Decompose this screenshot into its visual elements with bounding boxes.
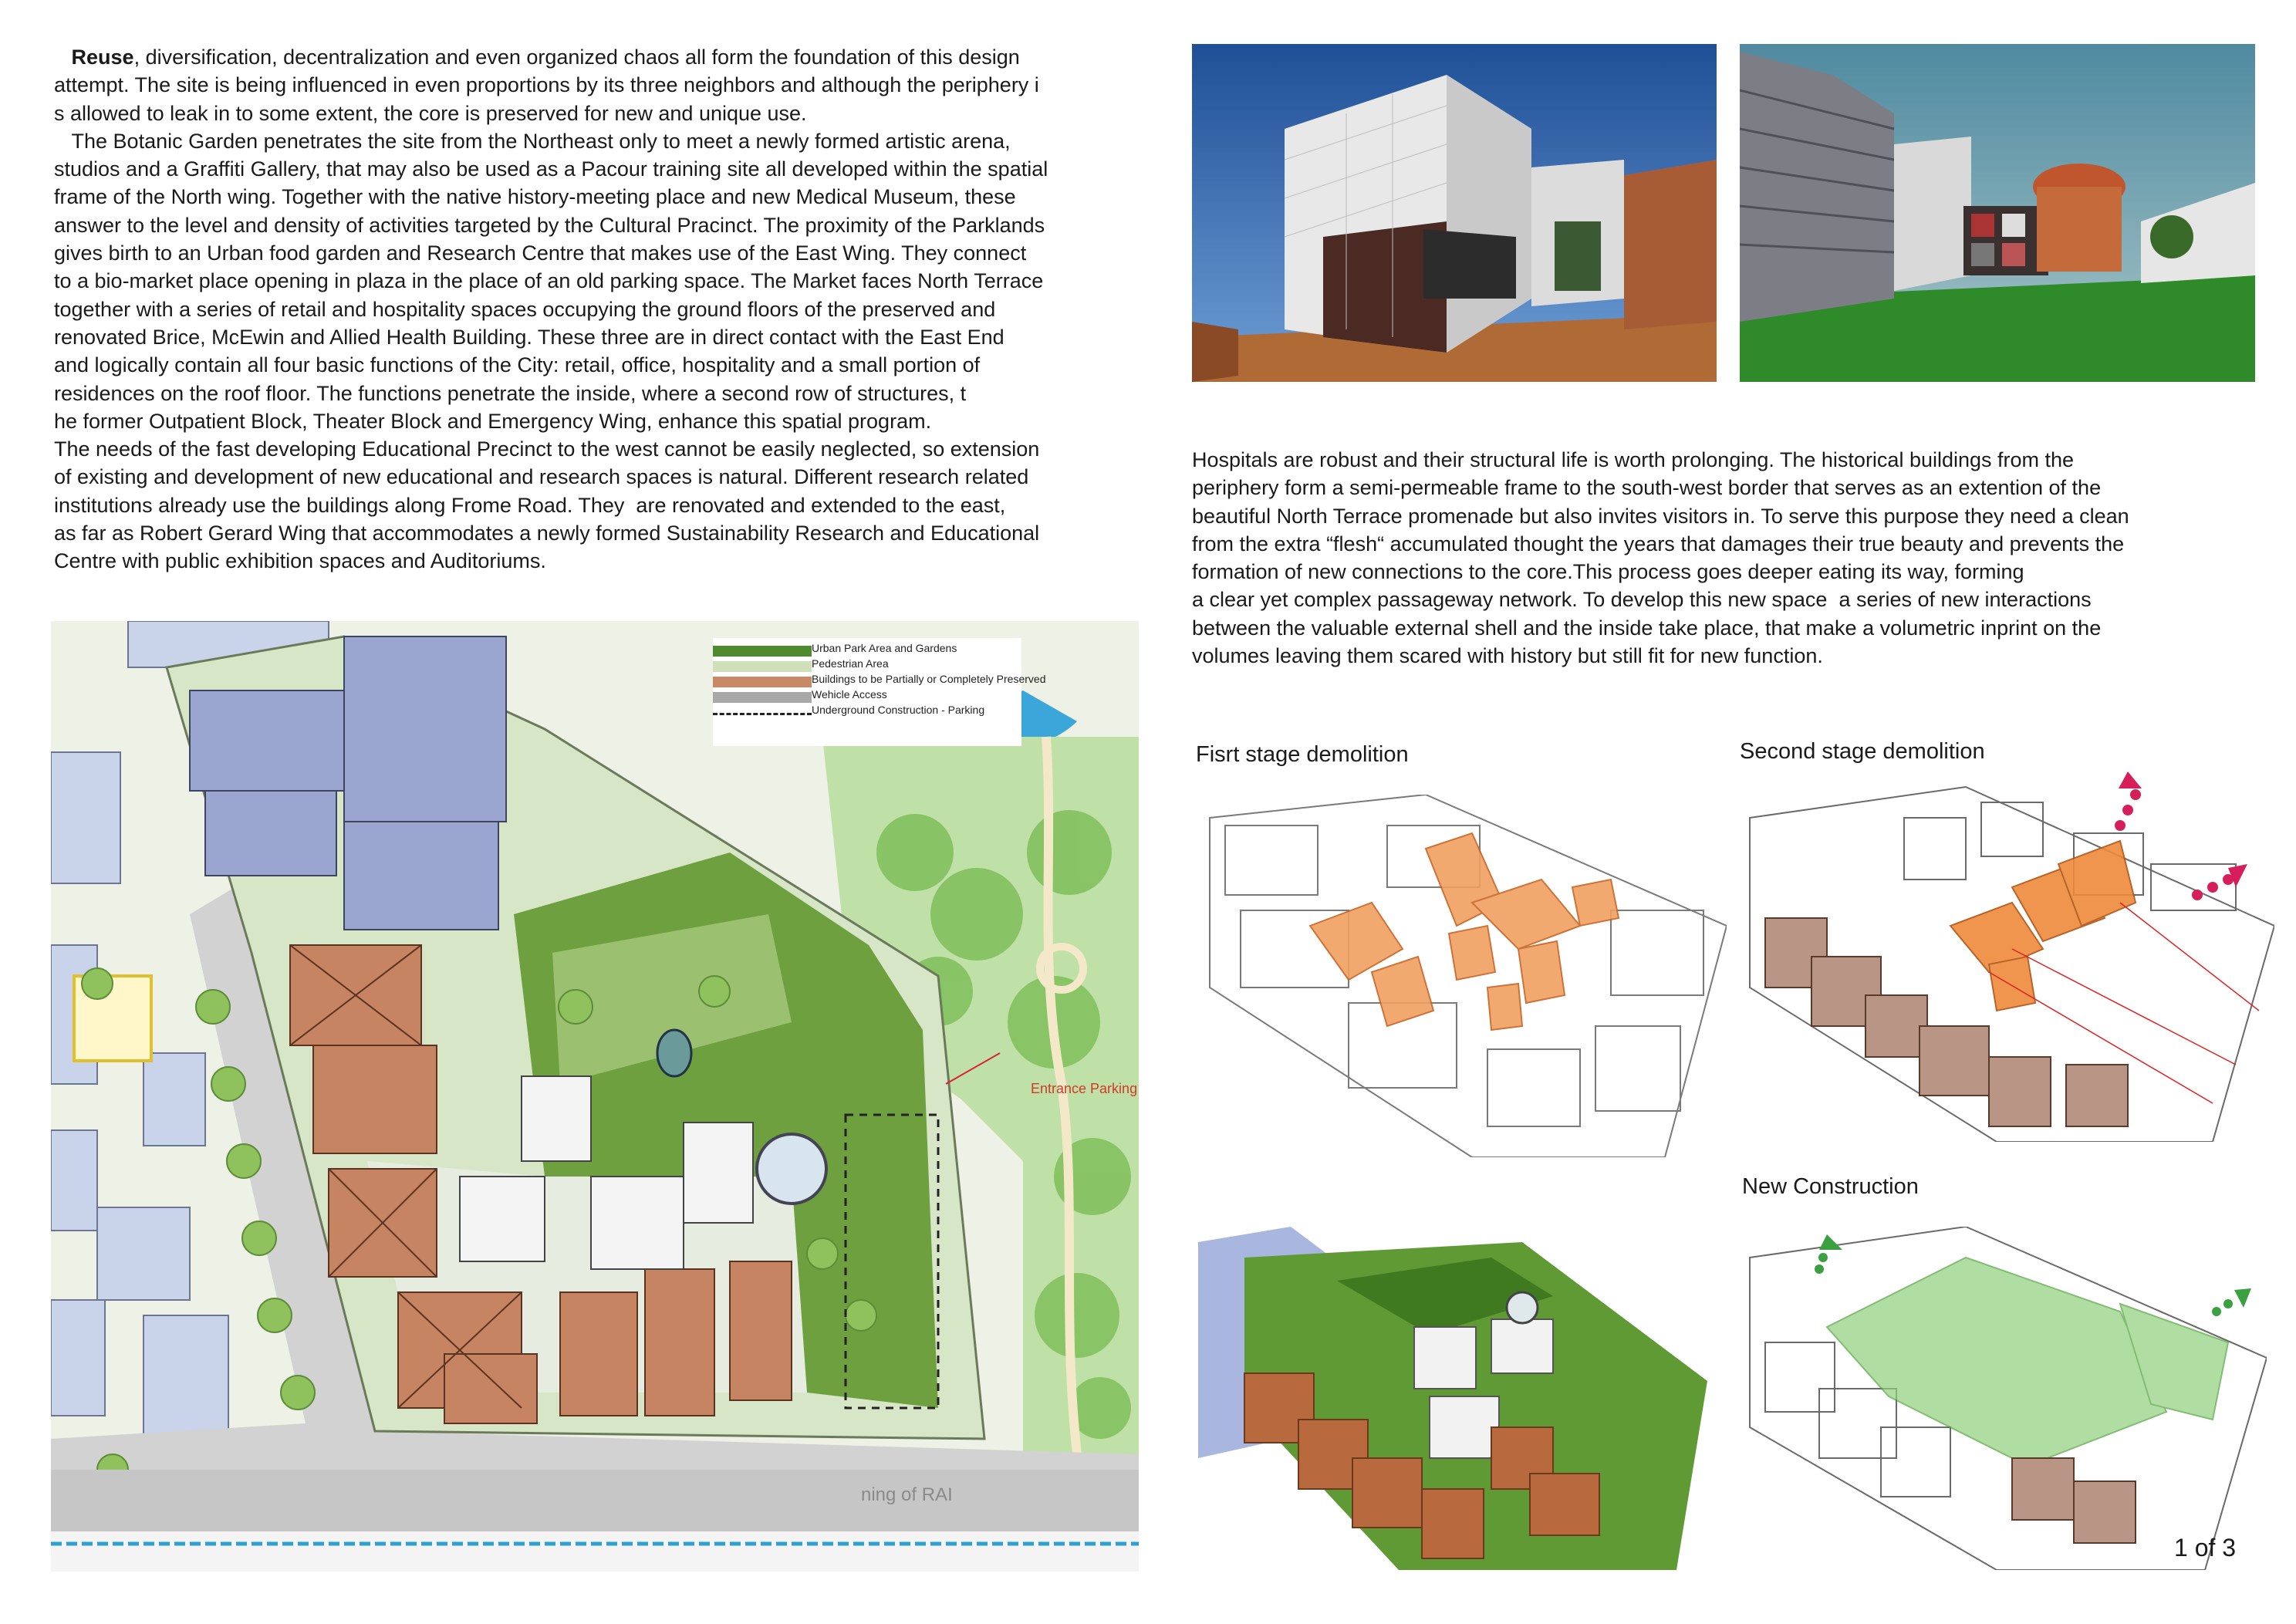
legend-swatch-vehicle <box>713 692 812 703</box>
diagram-second-stage-demolition <box>1734 771 2274 1142</box>
legend-swatch-park <box>713 646 812 657</box>
hospitals-paragraph: Hospitals are robust and their structural life is worth prolonging. The historical buildings from the periphery form a semi-permeable frame to the south-west border that serves as an extention of the beautiful North Terrace promenade but also invites visitors in. To serve this purpose they need a clean from the extra “flesh“ accumulated thought the years that damages their true beauty and prevents the formation of new connections to the core.This process goes deeper eating its way, forming a clear yet complex passageway network. To develop this new space a series of new interactions between the valuable external shell and the inside take place, that make a volumetric inprint on the volumes leaving them scared with history but still fit for new function. <box>1192 448 2129 668</box>
site-plan <box>51 621 1139 1572</box>
legend-label-vehicle: Wehicle Access <box>812 688 887 701</box>
road-name-label: ning of RAI <box>861 1484 953 1505</box>
caption-first-stage: Fisrt stage demolition <box>1196 742 1409 767</box>
legend-label-pedestrian: Pedestrian Area <box>812 657 889 670</box>
legend-label-parking: Underground Construction - Parking <box>812 704 985 716</box>
caption-second-stage: Second stage demolition <box>1740 739 1985 764</box>
entrance-parking-label: Entrance Parking <box>1031 1081 1138 1096</box>
legend-label-park: Urban Park Area and Gardens <box>812 642 957 654</box>
legend-swatch-parking <box>713 713 812 715</box>
intro-paragraph-3: The needs of the fast developing Educational Precinct to the west cannot be easily neglected, so extension of existing and development of new educational and research spaces is natural. Different research related institutions already use the buildings along Frome Road. They are renovated and extended to the east, as far as Robert Gerard Wing that accommodates a newly formed Sustainability Research and Educational Centre with public exhibition spaces and Auditoriums. <box>54 437 1040 573</box>
intro-paragraph-1 <box>54 43 1173 127</box>
legend-swatch-preserved <box>713 677 812 687</box>
intro-paragraph-1-text: , diversification, decentralization and even organized chaos all form the foundation of this design attempt. The site is being influenced in even proportions by its three neighbors and although the periphery i s allowed to leak in to some extent, the core is preserved for new and unique use. <box>54 46 1039 125</box>
legend-label-preserved: Buildings to be Partially or Completely Preserved <box>812 673 1046 685</box>
lead-word: Reuse <box>71 46 134 69</box>
diagram-new-construction <box>1734 1227 2267 1570</box>
render-new-construction-aerial <box>1198 1227 1707 1570</box>
caption-new-construction: New Construction <box>1742 1174 1919 1199</box>
intro-text-block <box>54 43 1173 576</box>
render-courtyard <box>1740 44 2255 382</box>
diagram-first-stage-demolition <box>1194 795 1727 1157</box>
render-museum-exterior <box>1192 44 1717 382</box>
intro-paragraph-2: The Botanic Garden penetrates the site from the Northeast only to meet a newly formed artistic arena, studios and a Graffiti Gallery, that may also be used as a Pacour training site all developed within the spatial frame of the North wing. Together with the native history-meeting place and new Medical Museum, these answer to the level and density of activities targeted by the Cultural Pracinct. The proximity of the Parklands gives birth to an Urban food garden and Research Centre that makes use of the East Wing. They connect to a bio-market place opening in plaza in the place of an old parking space. The Market faces North Terrace together with a series of retail and hospitality spaces occupying the ground floors of the preserved and renovated Brice, McEwin and Allied Health Building. These three are in direct contact with the East End and logically contain all four basic functions of the City: retail, office, hospitality and a small portion of residences on the roof floor. The functions penetrate the inside, where a second row of structures, t he former Outpatient Block, Theater Block and Emergency Wing, enhance this spatial program. <box>54 129 1048 433</box>
legend-swatch-pedestrian <box>713 661 812 672</box>
plan-legend <box>713 638 1046 746</box>
page-number: 1 of 3 <box>2174 1534 2237 1562</box>
